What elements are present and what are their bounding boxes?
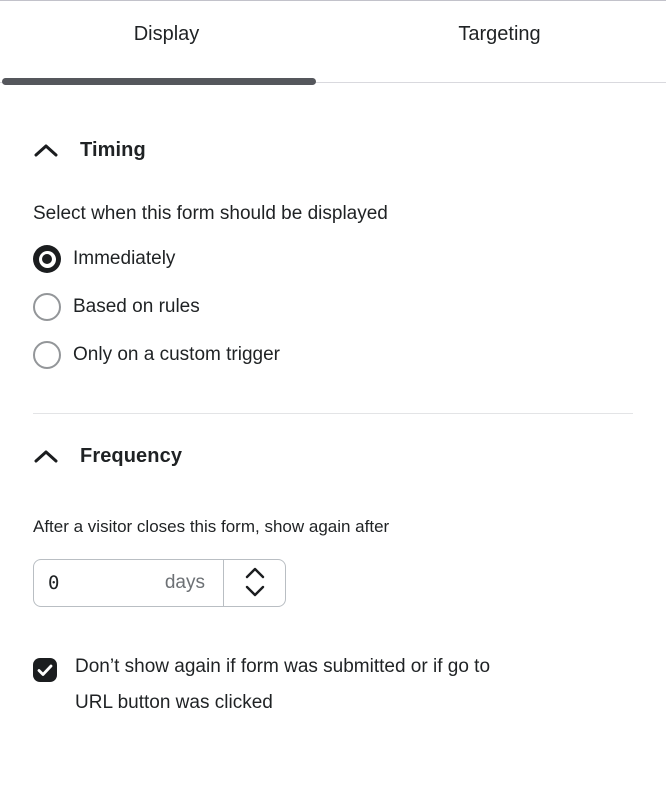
days-input-area[interactable] xyxy=(34,560,224,606)
radio-selected-icon[interactable] xyxy=(33,245,61,273)
frequency-field-label: After a visitor closes this form, show again after xyxy=(33,517,390,536)
display-settings-panel xyxy=(0,139,666,721)
days-unit-label: days xyxy=(164,572,205,593)
stepper-up-icon[interactable] xyxy=(241,566,269,582)
radio-label: Immediately xyxy=(73,248,176,269)
radio-label: Based on rules xyxy=(73,296,200,317)
active-tab-indicator xyxy=(2,78,316,85)
checkbox-checked-icon[interactable] xyxy=(33,658,57,682)
show-again-after-input-group xyxy=(33,559,286,607)
tab-targeting[interactable]: Targeting xyxy=(333,1,666,82)
radio-option-immediately[interactable] xyxy=(33,245,633,273)
timing-section-toggle[interactable] xyxy=(33,139,633,162)
frequency-section-toggle[interactable] xyxy=(33,445,633,468)
chevron-up-icon xyxy=(33,143,59,158)
radio-option-based-on-rules[interactable] xyxy=(33,293,633,321)
chevron-up-icon xyxy=(33,449,59,464)
checkbox-label: Don’t show again if form was submitted or if go to URL button was clicked xyxy=(75,656,491,713)
timing-radio-group xyxy=(33,245,633,369)
radio-option-custom-trigger[interactable] xyxy=(33,341,633,369)
days-value-input[interactable] xyxy=(48,572,108,594)
days-stepper[interactable] xyxy=(224,560,285,606)
radio-label: Only on a custom trigger xyxy=(73,344,280,365)
stepper-down-icon[interactable] xyxy=(241,585,269,601)
section-divider xyxy=(33,413,633,414)
frequency-section-title: Frequency xyxy=(80,445,183,467)
timing-question-label: Select when this form should be displayed xyxy=(33,203,388,224)
tab-display[interactable]: Display xyxy=(0,1,333,82)
tab-bar xyxy=(0,0,666,83)
radio-unselected-icon[interactable] xyxy=(33,293,61,321)
dont-show-again-option[interactable] xyxy=(33,649,633,721)
timing-section-title: Timing xyxy=(80,139,146,161)
radio-unselected-icon[interactable] xyxy=(33,341,61,369)
